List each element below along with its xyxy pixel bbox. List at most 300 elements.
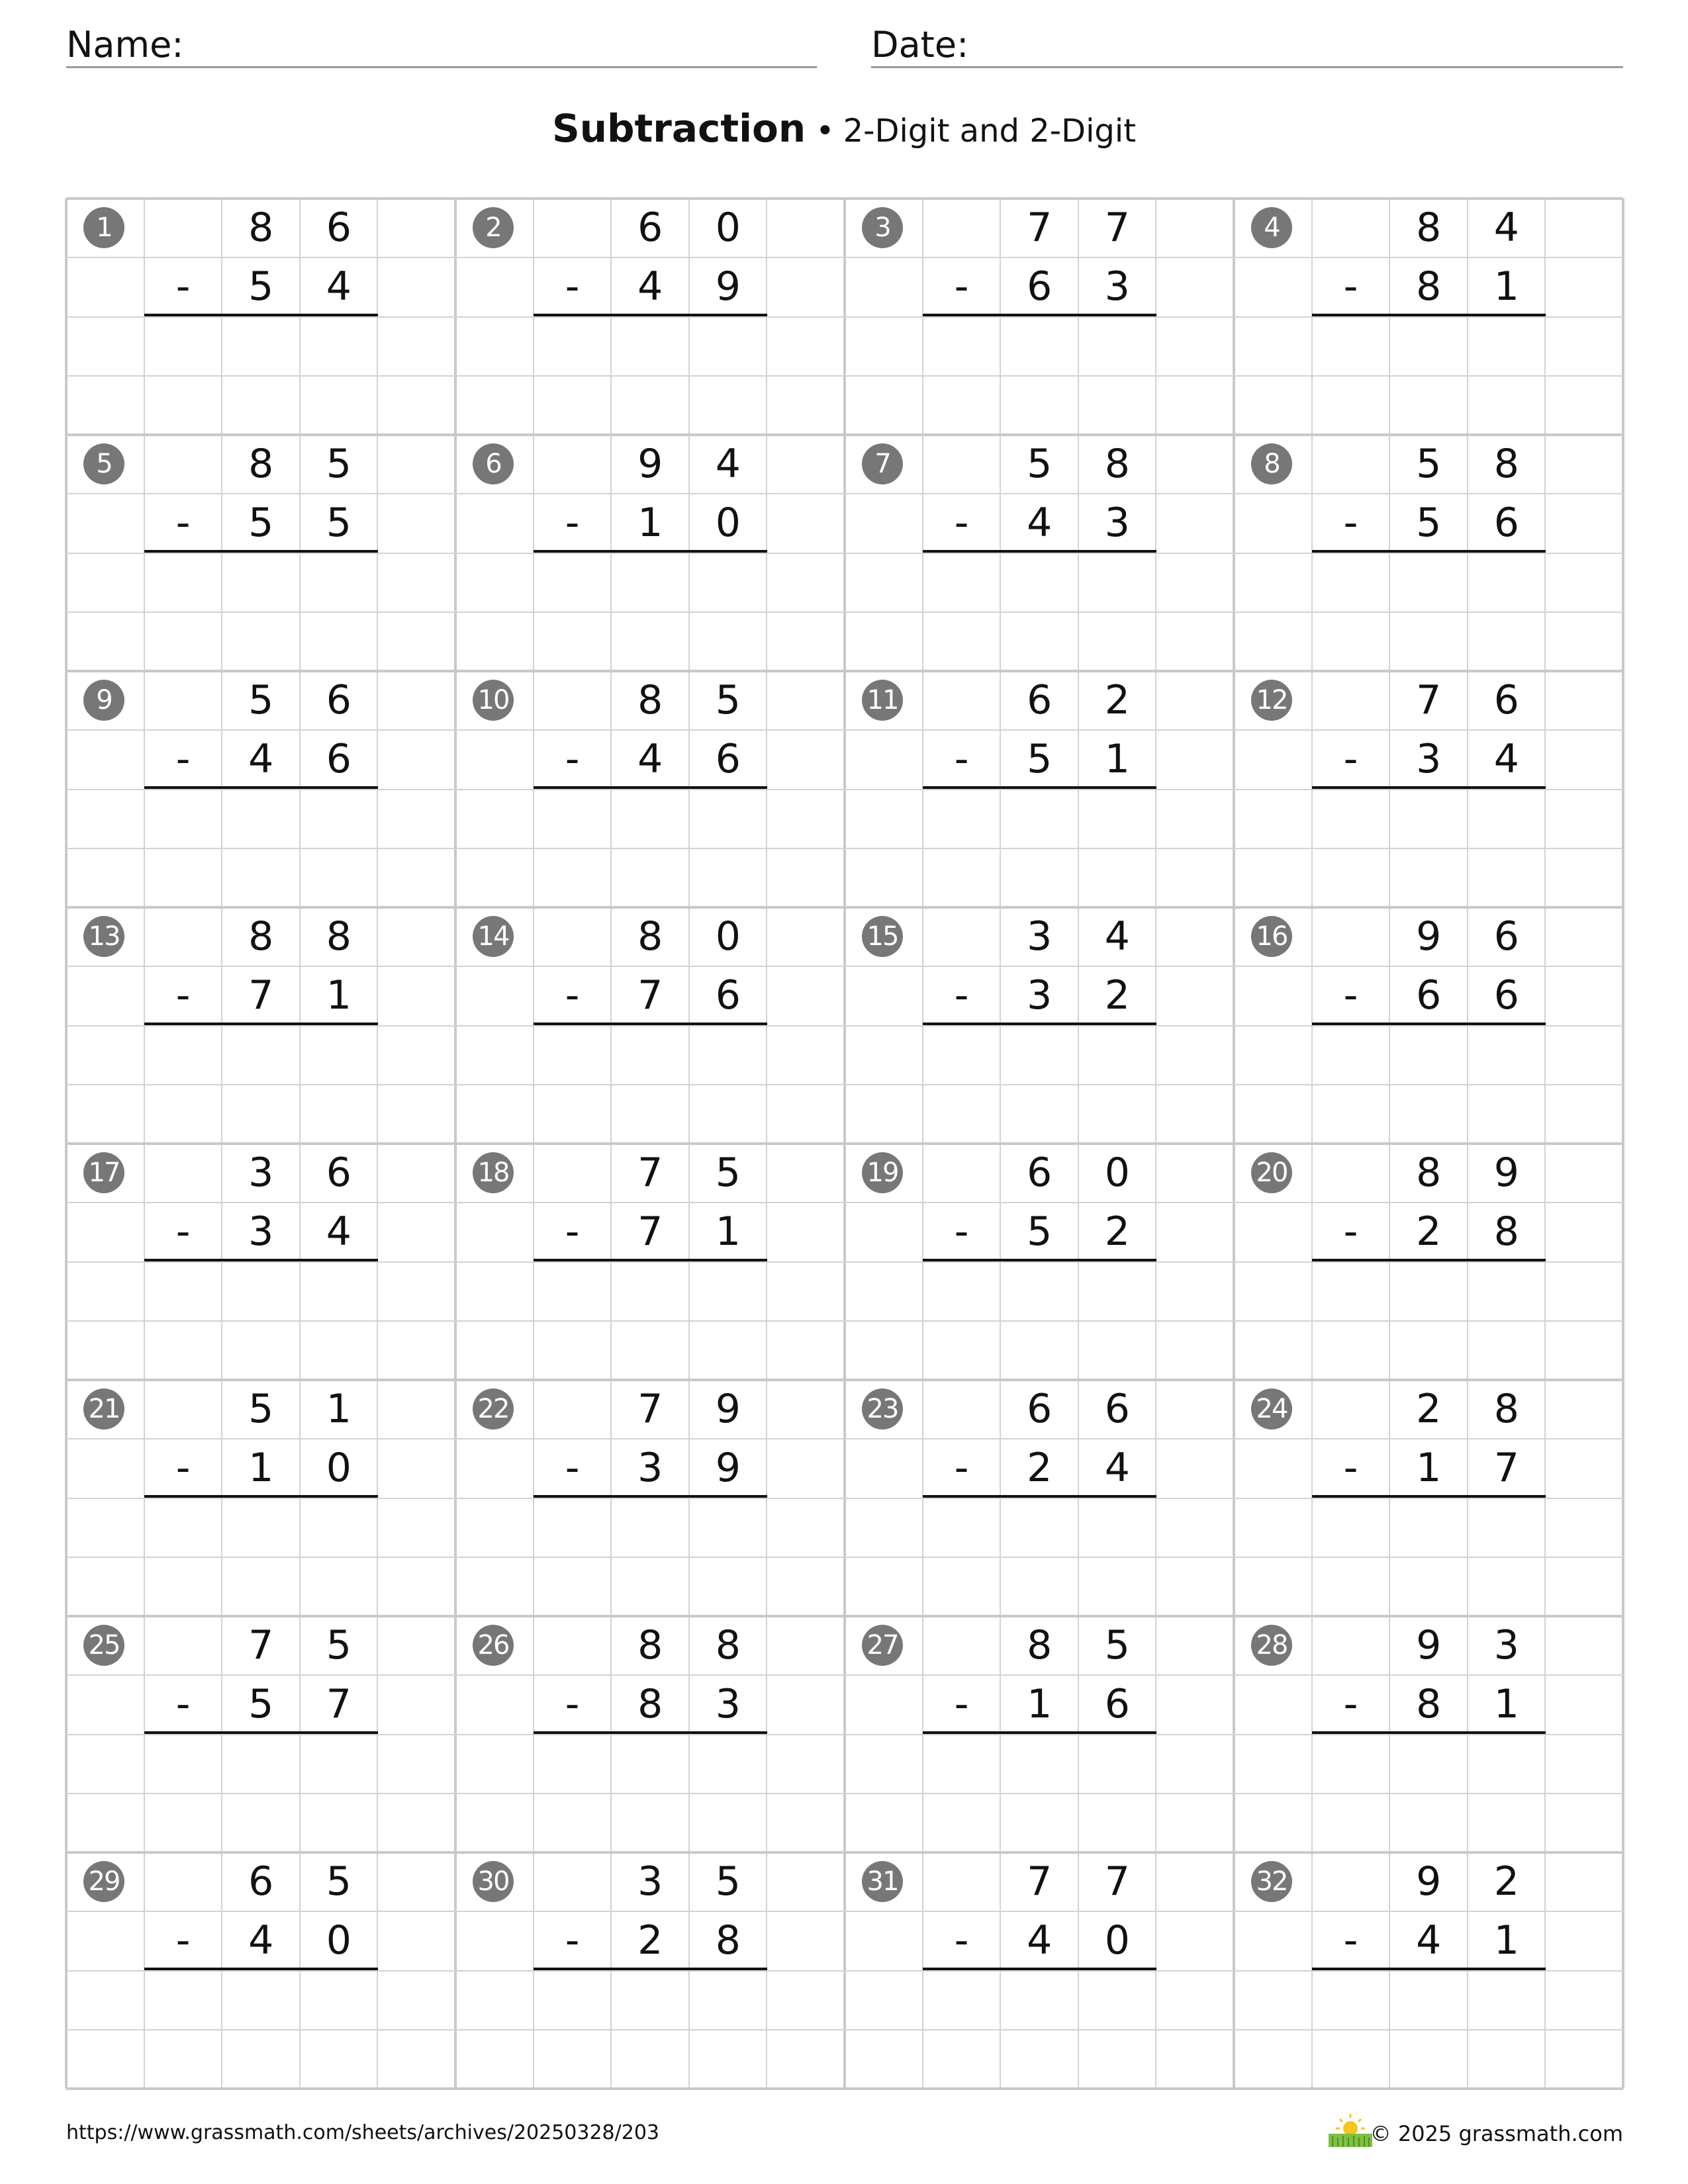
problem-15 [845, 907, 1234, 1144]
subtrahend-ones-digit: 2 [1104, 1208, 1130, 1255]
problem-14 [455, 907, 845, 1144]
minuend-ones-digit: 6 [1493, 913, 1519, 960]
subtrahend-tens-digit: 1 [637, 500, 663, 547]
problem-17 [66, 1144, 455, 1380]
minus-sign: - [954, 972, 969, 1019]
minus-sign: - [175, 1917, 191, 1964]
subtrahend-ones-digit: 7 [326, 1681, 352, 1728]
answer-line [923, 786, 1156, 789]
answer-area[interactable] [923, 1262, 1156, 1381]
minuend-ones-digit: 6 [326, 205, 352, 251]
subtrahend-tens-digit: 4 [637, 263, 663, 310]
answer-area[interactable] [923, 1498, 1156, 1617]
problem-number-badge: 10 [473, 680, 514, 721]
answer-area[interactable] [923, 1026, 1156, 1144]
problem-number-badge: 18 [473, 1152, 514, 1193]
answer-area[interactable] [534, 317, 767, 435]
minuend-tens-digit: 7 [248, 1622, 274, 1668]
minuend-tens-digit: 8 [637, 1622, 663, 1668]
problem-5 [66, 435, 455, 671]
answer-area[interactable] [534, 1498, 767, 1617]
minus-sign: - [1343, 736, 1358, 783]
subtrahend-ones-digit: 4 [1493, 736, 1519, 783]
answer-area[interactable] [1312, 790, 1546, 908]
subtrahend-tens-digit: 1 [248, 1445, 274, 1492]
answer-line [1312, 550, 1546, 553]
problem-31 [845, 1852, 1234, 2089]
answer-area[interactable] [923, 553, 1156, 672]
subtrahend-ones-digit: 0 [715, 500, 741, 547]
minus-sign: - [175, 1681, 191, 1728]
answer-line [534, 786, 767, 789]
title-subtitle: 2-Digit and 2-Digit [843, 113, 1137, 150]
title-separator: • [816, 113, 835, 150]
minuend-ones-digit: 0 [1104, 1150, 1130, 1196]
answer-line [144, 1259, 378, 1261]
minuend-tens-digit: 8 [248, 441, 274, 487]
problem-21 [66, 1380, 455, 1616]
minuend-tens-digit: 5 [1027, 441, 1053, 487]
answer-area[interactable] [923, 1971, 1156, 2089]
subtrahend-ones-digit: 1 [1493, 263, 1519, 310]
minuend-ones-digit: 0 [715, 913, 741, 960]
minuend-tens-digit: 8 [1027, 1622, 1053, 1668]
subtrahend-ones-digit: 8 [715, 1917, 741, 1964]
problem-number-badge: 22 [473, 1388, 514, 1430]
problem-number-badge: 19 [862, 1152, 903, 1193]
subtrahend-tens-digit: 4 [1027, 500, 1053, 547]
answer-area[interactable] [534, 1262, 767, 1381]
problem-25 [66, 1616, 455, 1852]
problem-19 [845, 1144, 1234, 1380]
answer-line [534, 1259, 767, 1261]
minuend-ones-digit: 5 [715, 1150, 741, 1196]
answer-line [534, 550, 767, 553]
answer-area[interactable] [1312, 553, 1546, 672]
subtrahend-ones-digit: 9 [715, 263, 741, 310]
problem-number-badge: 7 [862, 443, 903, 484]
answer-area[interactable] [144, 1971, 378, 2089]
subtrahend-tens-digit: 2 [1027, 1445, 1053, 1492]
answer-line [923, 1259, 1156, 1261]
minuend-tens-digit: 7 [637, 1386, 663, 1432]
problem-number-badge: 21 [83, 1388, 124, 1430]
subtrahend-ones-digit: 2 [1104, 972, 1130, 1019]
answer-area[interactable] [1312, 1971, 1546, 2089]
minuend-tens-digit: 5 [248, 677, 274, 723]
answer-line [144, 1968, 378, 1970]
problem-2 [455, 199, 845, 435]
minus-sign: - [175, 500, 191, 547]
minus-sign: - [1343, 500, 1358, 547]
problem-number-badge: 25 [83, 1625, 124, 1666]
minuend-ones-digit: 5 [715, 1858, 741, 1905]
problem-6 [455, 435, 845, 671]
minuend-ones-digit: 9 [715, 1386, 741, 1432]
subtrahend-ones-digit: 7 [1493, 1445, 1519, 1492]
minuend-ones-digit: 8 [326, 913, 352, 960]
answer-line [534, 1495, 767, 1498]
minuend-ones-digit: 8 [1104, 441, 1130, 487]
worksheet-grid [66, 199, 1623, 2089]
minuend-tens-digit: 9 [1416, 913, 1442, 960]
problem-29 [66, 1852, 455, 2089]
answer-line [144, 1023, 378, 1025]
problem-number-badge: 32 [1251, 1861, 1292, 1902]
subtrahend-tens-digit: 3 [637, 1445, 663, 1492]
minuend-ones-digit: 4 [715, 441, 741, 487]
problem-number-badge: 1 [83, 207, 124, 248]
answer-line [144, 550, 378, 553]
subtrahend-ones-digit: 0 [326, 1917, 352, 1964]
date-field-line[interactable] [871, 66, 1623, 68]
minuend-ones-digit: 8 [1493, 1386, 1519, 1432]
minuend-ones-digit: 6 [326, 677, 352, 723]
subtrahend-tens-digit: 8 [1416, 263, 1442, 310]
answer-area[interactable] [923, 1735, 1156, 1853]
problem-number-badge: 9 [83, 680, 124, 721]
subtrahend-tens-digit: 7 [248, 972, 274, 1019]
answer-area[interactable] [1312, 1498, 1546, 1617]
minus-sign: - [565, 736, 580, 783]
footer-url[interactable]: https://www.grassmath.com/sheets/archives/20250328/203 [66, 2121, 660, 2144]
name-field-line[interactable] [66, 66, 817, 68]
minuend-tens-digit: 7 [637, 1150, 663, 1196]
problem-9 [66, 671, 455, 907]
minuend-ones-digit: 4 [1104, 913, 1130, 960]
subtrahend-tens-digit: 3 [1416, 736, 1442, 783]
subtrahend-ones-digit: 6 [1493, 500, 1519, 547]
minus-sign: - [1343, 1917, 1358, 1964]
subtrahend-ones-digit: 3 [715, 1681, 741, 1728]
problem-4 [1234, 199, 1623, 435]
answer-area[interactable] [144, 317, 378, 435]
minus-sign: - [175, 1445, 191, 1492]
minus-sign: - [565, 972, 580, 1019]
subtrahend-tens-digit: 6 [1416, 972, 1442, 1019]
problem-number-badge: 14 [473, 916, 514, 957]
minuend-ones-digit: 1 [326, 1386, 352, 1432]
answer-line [1312, 1023, 1546, 1025]
minus-sign: - [954, 1917, 969, 1964]
minus-sign: - [565, 500, 580, 547]
problem-11 [845, 671, 1234, 907]
minuend-tens-digit: 5 [1416, 441, 1442, 487]
date-label: Date: [871, 24, 969, 66]
answer-area[interactable] [534, 1735, 767, 1853]
minuend-tens-digit: 9 [1416, 1858, 1442, 1905]
minus-sign: - [175, 263, 191, 310]
subtrahend-ones-digit: 1 [1493, 1681, 1519, 1728]
answer-line [923, 1731, 1156, 1734]
minus-sign: - [1343, 972, 1358, 1019]
minuend-tens-digit: 3 [637, 1858, 663, 1905]
answer-line [923, 1495, 1156, 1498]
answer-line [534, 1731, 767, 1734]
problem-22 [455, 1380, 845, 1616]
answer-line [144, 1495, 378, 1498]
subtrahend-tens-digit: 8 [1416, 1681, 1442, 1728]
subtrahend-ones-digit: 6 [1493, 972, 1519, 1019]
minus-sign: - [565, 1445, 580, 1492]
problem-16 [1234, 907, 1623, 1144]
subtrahend-tens-digit: 5 [248, 1681, 274, 1728]
minus-sign: - [954, 1681, 969, 1728]
answer-line [534, 1023, 767, 1025]
grass-sun-logo-icon [1327, 2111, 1374, 2148]
problem-number-badge: 5 [83, 443, 124, 484]
minus-sign: - [1343, 1681, 1358, 1728]
answer-line [1312, 314, 1546, 316]
problem-7 [845, 435, 1234, 671]
answer-area[interactable] [1312, 317, 1546, 435]
subtrahend-ones-digit: 6 [1104, 1681, 1130, 1728]
minuend-tens-digit: 7 [1027, 1858, 1053, 1905]
minus-sign: - [565, 1681, 580, 1728]
answer-line [1312, 1495, 1546, 1498]
subtrahend-tens-digit: 4 [1416, 1917, 1442, 1964]
subtrahend-tens-digit: 5 [1027, 1208, 1053, 1255]
answer-area[interactable] [144, 1735, 378, 1853]
minuend-tens-digit: 8 [248, 205, 274, 251]
minus-sign: - [175, 736, 191, 783]
problem-27 [845, 1616, 1234, 1852]
answer-line [1312, 1731, 1546, 1734]
problem-number-badge: 24 [1251, 1388, 1292, 1430]
minuend-tens-digit: 8 [637, 913, 663, 960]
subtrahend-ones-digit: 5 [326, 500, 352, 547]
problem-number-badge: 8 [1251, 443, 1292, 484]
minus-sign: - [1343, 1208, 1358, 1255]
problem-3 [845, 199, 1234, 435]
answer-line [534, 1968, 767, 1970]
minuend-tens-digit: 5 [248, 1386, 274, 1432]
answer-area[interactable] [923, 317, 1156, 435]
subtrahend-ones-digit: 6 [326, 736, 352, 783]
subtrahend-ones-digit: 3 [1104, 263, 1130, 310]
subtrahend-tens-digit: 4 [248, 736, 274, 783]
minuend-ones-digit: 2 [1493, 1858, 1519, 1905]
name-label: Name: [66, 24, 184, 66]
minuend-tens-digit: 8 [1416, 205, 1442, 251]
answer-area[interactable] [534, 1026, 767, 1144]
problem-number-badge: 13 [83, 916, 124, 957]
subtrahend-ones-digit: 0 [1104, 1917, 1130, 1964]
problem-18 [455, 1144, 845, 1380]
minus-sign: - [565, 1208, 580, 1255]
answer-area[interactable] [144, 1262, 378, 1381]
subtrahend-tens-digit: 8 [637, 1681, 663, 1728]
problem-number-badge: 28 [1251, 1625, 1292, 1666]
minuend-tens-digit: 7 [1416, 677, 1442, 723]
minuend-tens-digit: 6 [1027, 1386, 1053, 1432]
problem-number-badge: 20 [1251, 1152, 1292, 1193]
minus-sign: - [954, 500, 969, 547]
minuend-tens-digit: 8 [1416, 1150, 1442, 1196]
subtrahend-tens-digit: 5 [1416, 500, 1442, 547]
subtrahend-ones-digit: 0 [326, 1445, 352, 1492]
answer-line [534, 314, 767, 316]
subtrahend-ones-digit: 1 [1104, 736, 1130, 783]
minuend-ones-digit: 5 [326, 441, 352, 487]
answer-line [923, 1968, 1156, 1970]
subtrahend-ones-digit: 1 [326, 972, 352, 1019]
minuend-tens-digit: 9 [637, 441, 663, 487]
subtrahend-tens-digit: 3 [1027, 972, 1053, 1019]
minus-sign: - [954, 736, 969, 783]
answer-line [1312, 1968, 1546, 1970]
problem-12 [1234, 671, 1623, 907]
problem-number-badge: 15 [862, 916, 903, 957]
footer-copyright: © 2025 grassmath.com [1370, 2121, 1623, 2146]
minus-sign: - [954, 263, 969, 310]
subtrahend-tens-digit: 3 [248, 1208, 274, 1255]
minus-sign: - [954, 1208, 969, 1255]
answer-area[interactable] [144, 1498, 378, 1617]
problem-10 [455, 671, 845, 907]
minuend-ones-digit: 9 [1493, 1150, 1519, 1196]
minuend-ones-digit: 0 [715, 205, 741, 251]
minuend-tens-digit: 6 [248, 1858, 274, 1905]
problem-24 [1234, 1380, 1623, 1616]
problem-20 [1234, 1144, 1623, 1380]
problem-32 [1234, 1852, 1623, 2089]
subtrahend-tens-digit: 4 [248, 1917, 274, 1964]
answer-line [144, 1731, 378, 1734]
minuend-tens-digit: 7 [1027, 205, 1053, 251]
answer-area[interactable] [144, 553, 378, 672]
subtrahend-ones-digit: 4 [326, 1208, 352, 1255]
problem-number-badge: 6 [473, 443, 514, 484]
minuend-ones-digit: 7 [1104, 1858, 1130, 1905]
minuend-ones-digit: 5 [1104, 1622, 1130, 1668]
problem-23 [845, 1380, 1234, 1616]
minuend-tens-digit: 3 [1027, 913, 1053, 960]
subtrahend-tens-digit: 1 [1027, 1681, 1053, 1728]
subtrahend-ones-digit: 9 [715, 1445, 741, 1492]
subtrahend-ones-digit: 1 [1493, 1917, 1519, 1964]
minuend-ones-digit: 8 [1493, 441, 1519, 487]
problem-number-badge: 29 [83, 1861, 124, 1902]
subtrahend-ones-digit: 8 [1493, 1208, 1519, 1255]
minus-sign: - [565, 1917, 580, 1964]
subtrahend-ones-digit: 6 [715, 972, 741, 1019]
answer-area[interactable] [923, 790, 1156, 908]
minuend-ones-digit: 7 [1104, 205, 1130, 251]
answer-area[interactable] [534, 1971, 767, 2089]
problem-28 [1234, 1616, 1623, 1852]
answer-line [1312, 786, 1546, 789]
answer-area[interactable] [1312, 1262, 1546, 1381]
answer-area[interactable] [1312, 1735, 1546, 1853]
minuend-ones-digit: 5 [326, 1622, 352, 1668]
problem-number-badge: 27 [862, 1625, 903, 1666]
minuend-tens-digit: 8 [248, 913, 274, 960]
minuend-ones-digit: 2 [1104, 677, 1130, 723]
answer-line [923, 314, 1156, 316]
subtrahend-ones-digit: 6 [715, 736, 741, 783]
minuend-tens-digit: 2 [1416, 1386, 1442, 1432]
problem-number-badge: 17 [83, 1152, 124, 1193]
minus-sign: - [954, 1445, 969, 1492]
subtrahend-tens-digit: 6 [1027, 263, 1053, 310]
subtrahend-ones-digit: 4 [1104, 1445, 1130, 1492]
subtrahend-ones-digit: 4 [326, 263, 352, 310]
subtrahend-tens-digit: 7 [637, 1208, 663, 1255]
minuend-ones-digit: 6 [1104, 1386, 1130, 1432]
minuend-tens-digit: 9 [1416, 1622, 1442, 1668]
minuend-ones-digit: 8 [715, 1622, 741, 1668]
answer-area[interactable] [534, 553, 767, 672]
problem-13 [66, 907, 455, 1144]
minuend-tens-digit: 3 [248, 1150, 274, 1196]
answer-line [923, 550, 1156, 553]
title-main: Subtraction [551, 106, 806, 151]
problem-26 [455, 1616, 845, 1852]
minus-sign: - [175, 1208, 191, 1255]
problem-number-badge: 12 [1251, 680, 1292, 721]
answer-area[interactable] [1312, 1026, 1546, 1144]
subtrahend-tens-digit: 1 [1416, 1445, 1442, 1492]
subtrahend-tens-digit: 4 [1027, 1917, 1053, 1964]
subtrahend-tens-digit: 2 [1416, 1208, 1442, 1255]
minus-sign: - [1343, 1445, 1358, 1492]
minus-sign: - [1343, 263, 1358, 310]
minuend-tens-digit: 6 [1027, 677, 1053, 723]
problem-8 [1234, 435, 1623, 671]
problem-number-badge: 23 [862, 1388, 903, 1430]
subtrahend-tens-digit: 5 [1027, 736, 1053, 783]
problem-number-badge: 4 [1251, 207, 1292, 248]
answer-area[interactable] [534, 790, 767, 908]
minuend-ones-digit: 6 [326, 1150, 352, 1196]
answer-line [144, 786, 378, 789]
answer-line [923, 1023, 1156, 1025]
subtrahend-tens-digit: 7 [637, 972, 663, 1019]
minuend-ones-digit: 5 [715, 677, 741, 723]
answer-line [1312, 1259, 1546, 1261]
problem-number-badge: 16 [1251, 916, 1292, 957]
problem-1 [66, 199, 455, 435]
subtrahend-tens-digit: 5 [248, 500, 274, 547]
subtrahend-ones-digit: 1 [715, 1208, 741, 1255]
minuend-tens-digit: 6 [1027, 1150, 1053, 1196]
minuend-tens-digit: 6 [637, 205, 663, 251]
minuend-ones-digit: 4 [1493, 205, 1519, 251]
answer-line [144, 314, 378, 316]
subtrahend-tens-digit: 4 [637, 736, 663, 783]
problem-number-badge: 11 [862, 680, 903, 721]
problem-number-badge: 2 [473, 207, 514, 248]
minuend-tens-digit: 8 [637, 677, 663, 723]
problem-number-badge: 30 [473, 1861, 514, 1902]
subtrahend-tens-digit: 5 [248, 263, 274, 310]
minus-sign: - [175, 972, 191, 1019]
minuend-ones-digit: 5 [326, 1858, 352, 1905]
problem-number-badge: 26 [473, 1625, 514, 1666]
problem-number-badge: 3 [862, 207, 903, 248]
worksheet-title [0, 106, 1688, 151]
answer-area[interactable] [144, 790, 378, 908]
problem-number-badge: 31 [862, 1861, 903, 1902]
minuend-ones-digit: 3 [1493, 1622, 1519, 1668]
minuend-ones-digit: 6 [1493, 677, 1519, 723]
minus-sign: - [565, 263, 580, 310]
subtrahend-ones-digit: 3 [1104, 500, 1130, 547]
answer-area[interactable] [144, 1026, 378, 1144]
problem-30 [455, 1852, 845, 2089]
subtrahend-tens-digit: 2 [637, 1917, 663, 1964]
